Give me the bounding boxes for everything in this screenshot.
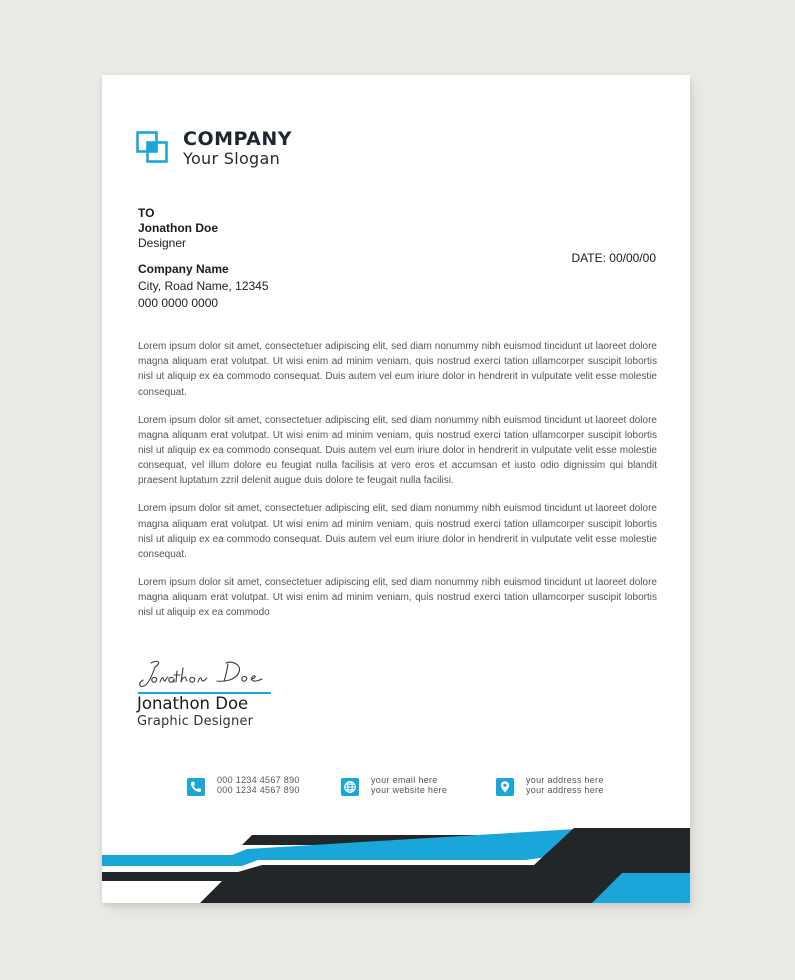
body-paragraph: Lorem ipsum dolor sit amet, consectetuer adipiscing elit, sed diam nonummy nibh euismod tincidunt ut laoreet dolore magna aliquam erat volutpat. Ut wisi enim ad minim veniam, quis nostrud exerci tation ullamcorper suscipit lobortis nisl ut aliquip ex ea commodo consequat. Duis autem vel eum iriure dolor in hendrerit in vulputate velit esse molestie consequat, vel illum dolore eu feugiat nulla facilisis at vero eros et accumsan et iusto odio dignissim qui blandit praesent luptatum zzril delenit augue duis dolore te feugait nulla facilisi. [138,414,657,487]
footer-blue-stripe [102,829,576,866]
letter-body [138,339,657,633]
recipient-company-name: Company Name [138,262,229,276]
to-label: TO [138,206,155,220]
body-paragraph: Lorem ipsum dolor sit amet, consectetuer adipiscing elit, sed diam nonummy nibh euismod tincidunt ut laoreet dolore magna aliquam erat volutpat. Ut wisi enim ad minim veniam, quis nostrud exerci tation ullamcorper suscipit lobortis nisl ut aliquip ex ea commodo consequat. Duis autem vel eum iriure dolor in hendrerit in vulputate velit esse molestie consequat. [138,341,657,398]
recipient-title: Designer [138,236,187,250]
body-paragraph: Lorem ipsum dolor sit amet, consectetuer adipiscing elit, sed diam nonummy nibh euismod tincidunt ut laoreet dolore magna aliquam erat volutpat. Ut wisi enim ad minim veniam, quis nostrud exerci tation ullamcorper suscipit lobortis nisl ut aliquip ex ea commodo consequat. Duis autem vel eum iriure dolor in hendrerit in vulputate velit esse molestie consequat. [138,503,657,561]
contact-email: your email here [371,775,438,785]
recipient-company-address: City, Road Name, 12345 [138,279,269,293]
footer-decoration [102,823,690,903]
company-slogan: Your Slogan [183,149,281,168]
letter-date: DATE: 00/00/00 [571,251,656,265]
signer-name: Jonathon Doe [137,694,249,713]
recipient-name: Jonathon Doe [138,221,218,235]
contact-phone-line: 000 1234 4567 890 [217,785,300,795]
overlapping-squares-icon [136,131,168,163]
contact-phone-line: 000 1234 4567 890 [217,775,300,785]
phone-icon [187,778,205,796]
contact-website: your website here [371,785,448,795]
location-pin-icon [496,778,514,796]
handwritten-signature [136,657,286,691]
contact-address-line: your address here [526,785,604,795]
contact-address-line: your address here [526,775,604,785]
letterhead-page [102,75,690,903]
signer-title: Graphic Designer [137,714,254,729]
globe-icon [341,778,359,796]
company-name: COMPANY [183,128,293,150]
body-paragraph: Lorem ipsum dolor sit amet, consectetuer adipiscing elit, sed diam nonummy nibh euismod tincidunt ut laoreet dolore magna aliquam erat volutpat. Ut wisi enim ad minim veniam, quis nostrud exerci tation ullamcorper suscipit lobortis nisl ut aliquip ex ea commodo [138,577,657,619]
recipient-company-phone: 000 0000 0000 [138,296,219,310]
